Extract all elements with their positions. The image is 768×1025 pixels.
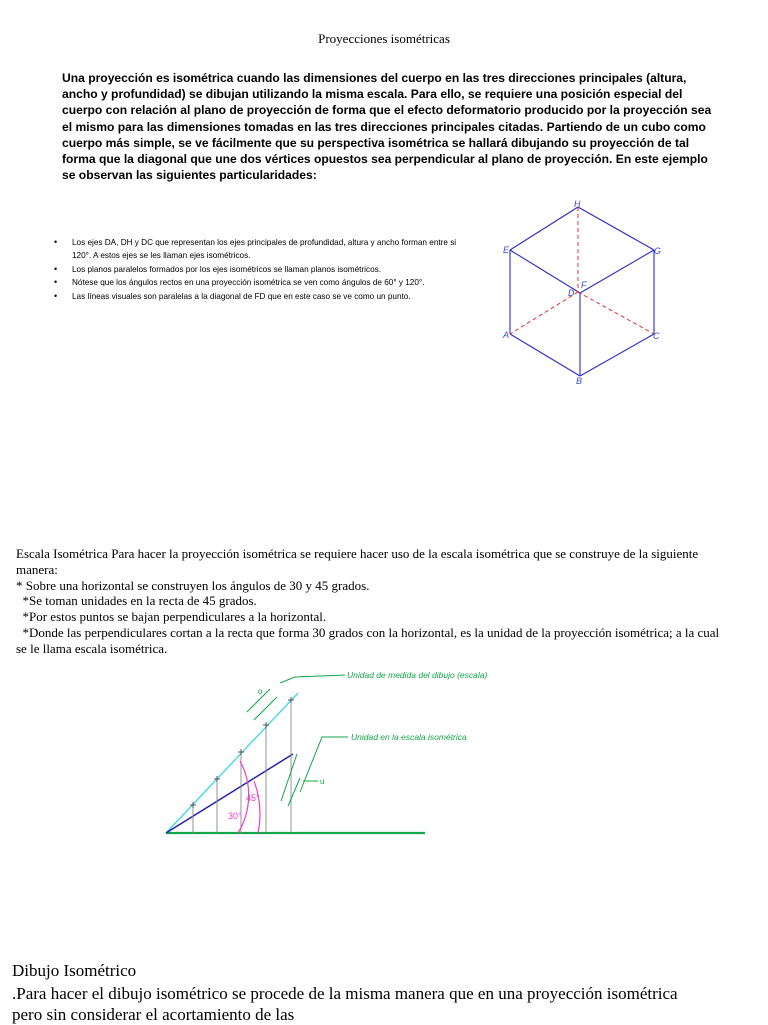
unit-dimension-lines bbox=[247, 689, 300, 806]
cube-visible-edges bbox=[510, 207, 654, 376]
scale-step-2: *Se toman unidades en la recta de 45 grados. bbox=[16, 593, 257, 609]
perpendicular-lines bbox=[193, 700, 291, 833]
vertex-label-c: C bbox=[653, 331, 660, 341]
list-item bbox=[48, 290, 468, 303]
list-item-text: Las líneas visuales son paralelas a la diagonal de FD que en este caso se ve como un punto. bbox=[72, 291, 411, 301]
isometric-scale-diagram bbox=[150, 664, 550, 844]
list-item-text: Los planos paralelos formados por los ejes isométricos se llaman planos isométricos. bbox=[72, 264, 381, 274]
list-item-text: Los ejes DA, DH y DC que representan los ejes principales de profundidad, altura y ancho forman entre si 120°. A estos ejes se les llaman ejes isométricos. bbox=[72, 238, 457, 261]
bullet-icon: • bbox=[54, 237, 58, 247]
page-title: Proyecciones isométricas bbox=[318, 31, 450, 46]
scale-step-3: *Por estos puntos se bajan perpendiculares a la horizontal. bbox=[16, 609, 327, 625]
cube-hidden-edges bbox=[510, 207, 654, 334]
vertex-label-a: A bbox=[503, 330, 510, 340]
bullet-icon: • bbox=[54, 263, 58, 274]
vertex-label-b: B bbox=[576, 376, 583, 386]
angle-30-label: 30° bbox=[228, 811, 242, 821]
list-item bbox=[48, 276, 468, 289]
particularities-list bbox=[48, 236, 468, 303]
drawing-unit-label: Unidad de medida del dibujo (escala) bbox=[347, 670, 488, 680]
scale-intro-text: Escala Isométrica Para hacer la proyección isométrica se requiere hacer uso de la escala isométrica que se construye de la siguiente manera: bbox=[16, 546, 699, 577]
scale-step-4: *Donde las perpendiculares cortan a la recta que forma 30 grados con la horizontal, es la unidad de la proyección isométrica; a la cual se le llama escala isométrica. bbox=[16, 624, 723, 656]
isometric-cube-diagram bbox=[498, 196, 668, 388]
drawing-unit-symbol: o bbox=[258, 687, 263, 696]
isometric-scale-section bbox=[16, 546, 728, 657]
vertex-label-h: H bbox=[574, 199, 581, 209]
vertex-label-d: D bbox=[568, 288, 575, 298]
intro-paragraph: Una proyección es isométrica cuando las dimensiones del cuerpo en las tres direcciones principales (altura, ancho y profundidad) se dibujan utilizando la misma escala. Para ello, se requiere una posición especial del cuerpo con relación al plano de proyección de forma que el efecto deformatorio producido por la proyección sea el mismo para las dimensiones tomadas en las tres direcciones principales citadas. Partiendo de un cubo como cuerpo más simple, se ve fácilmente que su perspectiva isométrica se hallará dibujando su proyección de tal forma que la diagonal que une dos vértices opuestos sea perpendicular al plano de proyección. En este ejemplo se observan las siguientes particularidades: bbox=[62, 71, 712, 183]
list-item bbox=[48, 263, 468, 276]
list-item-text: Nótese que los ángulos rectos en una proyección isométrica se ven como ángulos de 60° y 120°. bbox=[72, 278, 425, 288]
bullet-icon: • bbox=[54, 277, 58, 288]
isometric-unit-label: Unidad en la escala isométrica bbox=[351, 732, 467, 742]
isometric-unit-symbol: u bbox=[320, 777, 325, 786]
scale-step-1: * Sobre una horizontal se construyen los ángulos de 30 y 45 grados. bbox=[16, 577, 370, 593]
vertex-label-e: E bbox=[503, 245, 510, 255]
angle-45-label: 45° bbox=[246, 793, 260, 803]
bullet-icon: • bbox=[54, 290, 58, 301]
vertex-label-g: G bbox=[654, 246, 662, 256]
vertex-label-f: F bbox=[581, 280, 587, 290]
isometric-drawing-heading: Dibujo Isométrico bbox=[12, 961, 137, 980]
list-item bbox=[48, 236, 468, 263]
isometric-drawing-paragraph: .Para hacer el dibujo isométrico se procede de la misma manera que en una proyección isométrica pero sin considerar el acortamiento de las bbox=[12, 984, 678, 1024]
